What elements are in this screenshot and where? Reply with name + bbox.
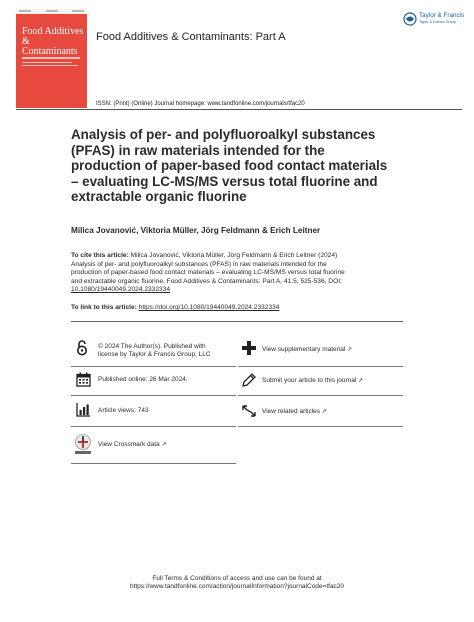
cover-title-line-3: Contaminants <box>22 46 78 57</box>
related-articles-icon[interactable] <box>242 404 256 418</box>
journal-cover-image <box>16 9 87 108</box>
calendar-icon <box>76 372 91 387</box>
supplementary-label[interactable]: View supplementary material <box>262 346 346 353</box>
header-divider <box>16 109 462 110</box>
taylor-francis-logo[interactable] <box>403 11 463 31</box>
cite-line: Analysis of per- and polyfluoroalkyl substances (PFAS) in raw materials intended for the <box>71 260 327 268</box>
tf-logo-sub: Taylor & Francis Group <box>419 20 456 24</box>
info-top-divider <box>71 321 403 322</box>
submit-article-link[interactable] <box>262 377 363 385</box>
cover-decoration <box>22 57 80 59</box>
cover-top-marks <box>19 10 84 13</box>
cover-decoration <box>22 62 72 63</box>
right-divider <box>238 366 403 367</box>
cite-line: and extractable organic fluorine, Food Additives & Contaminants: Part A, 41:5, 525-536, DOI: <box>71 277 342 285</box>
cite-line: production of paper-based food contact materials – evaluating LC-MS/MS versus total fluorine <box>71 269 345 277</box>
cite-line: Milica Jovanović, Viktoria Müller, Jörg Feldmann & Erich Leitner (2024) <box>128 252 338 259</box>
citation-block <box>71 252 401 295</box>
crossmark-link[interactable] <box>98 441 167 449</box>
cite-label: To cite this article: <box>71 252 129 259</box>
journal-title[interactable]: Food Additives & Contaminants: Part A <box>96 31 286 43</box>
right-divider <box>238 426 403 427</box>
title-line: – evaluating LC-MS/MS versus total fluorine and <box>71 173 378 189</box>
cover-title-line-2: & <box>22 36 30 47</box>
left-divider <box>71 366 236 367</box>
footer <box>0 575 474 591</box>
cite-doi-link[interactable]: 10.1080/19440049.2024.2332334 <box>71 286 171 294</box>
issn-homepage-line[interactable]: ISSN: (Print) (Online) Journal homepage: www.tandfonline.com/journals/tfac20 <box>96 101 305 107</box>
bar-chart-icon <box>76 402 91 417</box>
left-divider <box>71 463 236 464</box>
pencil-icon[interactable] <box>242 373 256 387</box>
cover-title <box>22 27 84 57</box>
title-line: production of paper-based food contact materials <box>71 158 388 173</box>
related-articles-link[interactable] <box>262 408 327 416</box>
supplementary-link[interactable] <box>262 346 352 354</box>
plus-icon[interactable] <box>242 341 256 355</box>
license-text <box>98 343 211 359</box>
title-line: Analysis of per- and polyfluoroalkyl substances <box>71 127 376 142</box>
submit-label[interactable]: Submit your article to this journal <box>262 377 357 384</box>
article-title <box>71 127 406 205</box>
external-link-icon: ↗ <box>347 347 353 353</box>
footer-line-1: Full Terms & Conditions of access and use can be found at <box>152 575 322 582</box>
crossmark-label[interactable]: View Crossmark data <box>98 441 160 448</box>
left-divider <box>71 426 236 427</box>
doi-link[interactable]: https://doi.org/10.1080/19440049.2024.2332334 <box>138 304 280 311</box>
related-label[interactable]: View related articles <box>262 408 321 415</box>
published-date: Published online: 26 Mar 2024. <box>98 376 188 383</box>
left-divider <box>71 395 236 396</box>
external-link-icon: ↗ <box>161 442 167 448</box>
article-views: Article views: 743 <box>98 407 149 414</box>
license-line: license by Taylor & Francis Group, LLC <box>98 351 211 358</box>
external-link-icon: ↗ <box>321 409 327 415</box>
link-line <box>71 304 279 311</box>
title-line: (PFAS) in raw materials intended for the <box>71 142 325 158</box>
license-line: © 2024 The Author(s). Published with <box>98 343 206 350</box>
open-access-icon <box>76 339 88 356</box>
cover-decoration <box>22 65 78 66</box>
tf-logo-name: Taylor & Francis <box>419 12 465 19</box>
crossmark-icon[interactable] <box>74 434 92 456</box>
authors: Milica Jovanović, Viktoria Müller, Jörg Feldmann & Erich Leitner <box>71 226 321 235</box>
cover-title-line-1: Food Additives <box>22 26 84 37</box>
tf-globe-icon <box>403 12 417 26</box>
right-divider <box>238 395 403 396</box>
footer-terms-link[interactable]: https://www.tandfonline.com/action/journalInformation?journalCode=tfac20 <box>129 583 345 590</box>
link-label: To link to this article: <box>71 304 137 311</box>
external-link-icon: ↗ <box>358 378 364 384</box>
title-line: extractable organic fluorine <box>71 189 247 204</box>
